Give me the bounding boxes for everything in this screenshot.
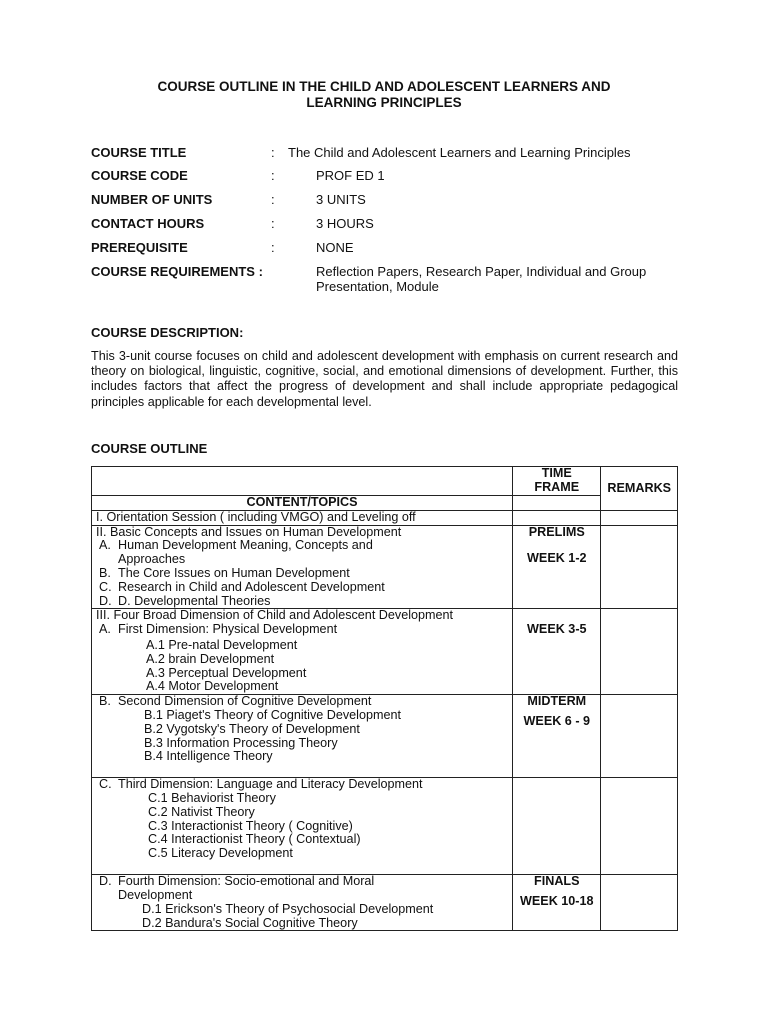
header-blank-cell (92, 467, 513, 496)
remarks-cell (601, 778, 678, 875)
info-label: NUMBER OF UNITS (91, 192, 213, 207)
time-term: MIDTERM (527, 694, 587, 709)
item-marker: A. (99, 538, 111, 553)
header-time-frame (513, 467, 601, 496)
info-label: CONTACT HOURS (91, 216, 205, 231)
info-colon: : (271, 145, 275, 160)
info-value: 3 UNITS (316, 192, 366, 207)
item-text: Fourth Dimension: Socio-emotional and Moral Development (118, 874, 375, 902)
description-text: This 3-unit course focuses on child and adolescent development with emphasis on current research and theory on biological, linguistic, cognitive, social, and emotional dimensions of development. Further, this includes factors that affect the progress of development and shall include appropriate pedagogical principles applicable for each developmental level. (91, 349, 678, 409)
time-weeks: WEEK 6 - 9 (523, 713, 591, 728)
time-term: PRELIMS (528, 524, 585, 539)
header-content-topics: CONTENT/TOPICS (92, 496, 513, 511)
sub-item: C.2 Nativist Theory (148, 804, 255, 819)
sub-item: D.2 Bandura's Social Cognitive Theory (142, 915, 358, 930)
table-row (92, 510, 678, 525)
list-item (96, 581, 508, 595)
sub-item: B.4 Intelligence Theory (144, 749, 273, 764)
item-text: Research in Child and Adolescent Development (118, 579, 385, 594)
course-outline-table (91, 466, 678, 931)
item-marker: C. (99, 777, 112, 792)
sub-item: C.1 Behaviorist Theory (148, 790, 276, 805)
info-label: PREREQUISITE (91, 240, 188, 255)
header-remarks: REMARKS (601, 467, 678, 511)
time-cell (513, 525, 601, 609)
sub-item: B.2 Vygotsky's Theory of Development (144, 721, 360, 736)
item-text: First Dimension: Physical Development (118, 622, 338, 637)
info-colon: : (271, 240, 275, 255)
time-weeks: WEEK 1-2 (527, 551, 587, 566)
table-row (92, 875, 678, 931)
row-socio-emotional (92, 875, 513, 931)
document-title (90, 79, 678, 111)
row-heading: II. Basic Concepts and Issues on Human Development (96, 524, 402, 539)
table-row (92, 695, 678, 778)
remarks-cell (601, 510, 678, 525)
row-cognitive (92, 695, 513, 778)
sub-item: B.1 Piaget's Theory of Cognitive Development (144, 707, 401, 722)
sub-item: C.3 Interactionist Theory ( Cognitive) (148, 818, 353, 833)
time-cell (513, 695, 601, 778)
info-label: COURSE REQUIREMENTS : (91, 264, 263, 279)
item-text: The Core Issues on Human Development (118, 565, 350, 580)
sub-item: C.5 Literacy Development (148, 846, 293, 861)
time-weeks: WEEK 10-18 (520, 893, 594, 908)
sub-item: A.1 Pre-natal Development (146, 637, 298, 652)
info-value: Reflection Papers, Research Paper, Individual and Group Presentation, Module (316, 264, 647, 294)
info-label: COURSE CODE (91, 168, 188, 183)
table-subheader-row (92, 496, 678, 511)
table-row (92, 525, 678, 609)
time-term: FINALS (534, 874, 580, 889)
remarks-cell (601, 695, 678, 778)
time-cell (513, 778, 601, 875)
sub-item: A.2 brain Development (146, 651, 275, 666)
title-line-2: LEARNING PRINCIPLES (306, 95, 462, 110)
item-marker: B. (99, 565, 111, 580)
list-item (96, 778, 508, 792)
sub-item: B.3 Information Processing Theory (144, 735, 338, 750)
table-header-row (92, 467, 678, 496)
table-row (92, 609, 678, 695)
info-value: 3 HOURS (316, 216, 374, 231)
info-label: COURSE TITLE (91, 145, 187, 160)
title-line-1: COURSE OUTLINE IN THE CHILD AND ADOLESCENT LEARNERS AND (157, 79, 611, 94)
info-value: NONE (316, 240, 354, 255)
list-item (96, 567, 508, 581)
list-item (96, 623, 508, 637)
item-text: Human Development Meaning, Concepts and Approaches (118, 538, 373, 567)
item-marker: B. (99, 694, 111, 709)
row-basic-concepts (92, 525, 513, 609)
table-row (92, 778, 678, 875)
remarks-cell (601, 609, 678, 695)
time-weeks: WEEK 3-5 (527, 622, 587, 637)
list-item (96, 539, 508, 567)
item-text: Second Dimension of Cognitive Development (118, 694, 372, 709)
header-time-line-1: TIME (541, 466, 572, 480)
time-cell (513, 609, 601, 695)
info-colon: : (271, 192, 275, 207)
info-value: The Child and Adolescent Learners and Learning Principles (288, 145, 631, 160)
list-item (96, 695, 508, 709)
header-blank-cell (513, 496, 601, 511)
item-text: D. Developmental Theories (118, 593, 271, 608)
time-cell (513, 510, 601, 525)
item-marker: C. (99, 579, 112, 594)
info-value: PROF ED 1 (316, 168, 385, 183)
remarks-cell (601, 525, 678, 609)
row-four-dimensions (92, 609, 513, 695)
description-heading: COURSE DESCRIPTION: (91, 325, 244, 340)
header-time-line-2: FRAME (534, 479, 580, 494)
outline-heading: COURSE OUTLINE (91, 441, 208, 456)
row-orientation: I. Orientation Session ( including VMGO) and Leveling off (92, 510, 513, 525)
info-colon: : (271, 216, 275, 231)
sub-item: D.1 Erickson's Theory of Psychosocial Development (142, 901, 434, 916)
item-marker: A. (99, 622, 111, 637)
sub-item: A.3 Perceptual Development (146, 665, 307, 680)
item-marker: D. (99, 593, 112, 608)
item-marker: D. (99, 874, 112, 889)
list-item (96, 875, 508, 903)
remarks-cell (601, 875, 678, 931)
time-cell (513, 875, 601, 931)
sub-item: C.4 Interactionist Theory ( Contextual) (148, 832, 361, 847)
item-text: Third Dimension: Language and Literacy Development (118, 777, 423, 792)
sub-item: A.4 Motor Development (146, 679, 279, 694)
list-item (96, 595, 508, 609)
info-colon: : (271, 168, 275, 183)
row-heading: III. Four Broad Dimension of Child and Adolescent Development (96, 608, 454, 623)
row-language (92, 778, 513, 875)
